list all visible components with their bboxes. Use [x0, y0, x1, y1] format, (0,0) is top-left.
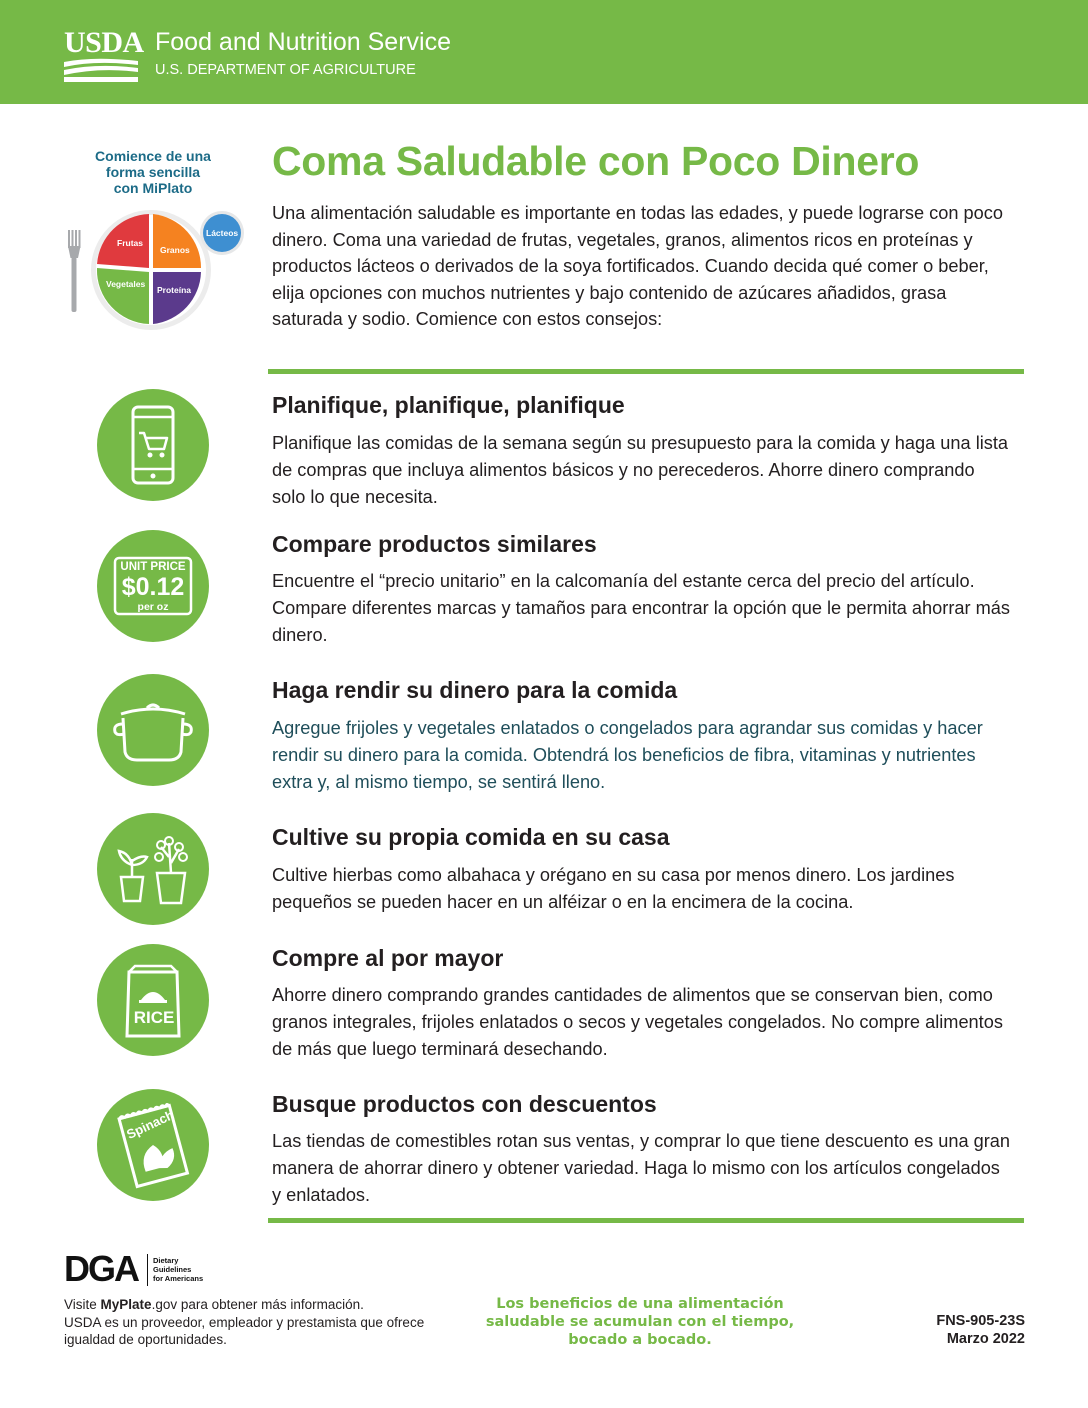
- visit-prefix: Visite: [64, 1297, 101, 1312]
- dga-logo-mark: DGA: [64, 1248, 138, 1289]
- tip-body: Agregue frijoles y vegetales enlatados o congelados para agrandar sus comidas y hacer rendir su dinero para la comida. Obtendrá los beneficios de fibra, vitaminas y nutrientes extra y, al mismo tiempo, se sentirá lleno.: [272, 718, 983, 792]
- tip-title: Cultive su propia comida en su casa: [272, 824, 670, 850]
- spinach-bag-icon: [97, 1089, 209, 1201]
- divider: [268, 1218, 1024, 1223]
- rice-bag-icon: [97, 944, 209, 1056]
- myplate-caption-prefix: con: [113, 180, 143, 196]
- dga-text: [153, 1256, 203, 1283]
- visit-suffix: .gov para obtener más información.: [151, 1297, 364, 1312]
- equal-opportunity-statement: USDA es un proveedor, empleador y prestamista que ofrece igualdad de oportunidades.: [64, 1314, 425, 1348]
- tip-body: Ahorre dinero comprando grandes cantidades de alimentos que se conservan bien, como granos integrales, frijoles enlatados o secos y vegetales congelados. No compre alimentos de más que luego terminará desechando.: [272, 985, 1003, 1059]
- intro-paragraph: Una alimentación saludable es importante en todas las edades, y puede lograrse con poco dinero. Coma una variedad de frutas, vegetales, granos, alimentos ricos en proteínas y productos lácteos o derivados de la soya fortificados. Cuando decida qué comer o beber, elija opciones con muchos nutrientes y bajo contenido de azúcares añadidos, grasa saturada y sodio. Comience con estos consejos:: [272, 203, 1003, 330]
- footer-info: [64, 1296, 444, 1349]
- rice-bag-label: RICE: [133, 1008, 175, 1027]
- publication-code: FNS-905-23S: [936, 1313, 1025, 1329]
- tip-title: Planifique, planifique, planifique: [272, 392, 625, 418]
- tip-body: Planifique las comidas de la semana según su presupuesto para la comida y haga una lista de compras que incluya alimentos básicos y no perecederos. Ahorre dinero comprando solo lo que necesita.: [272, 433, 1009, 507]
- footer-visit-line: [64, 1296, 444, 1314]
- potted-herbs-icon: [97, 813, 209, 925]
- department-name: U.S. DEPARTMENT OF AGRICULTURE: [155, 62, 416, 78]
- tagline-line: saludable se acumulan con el tiempo,: [485, 1314, 795, 1330]
- plate-label-vegetables: Vegetales: [106, 279, 146, 289]
- tip-title: Haga rendir su dinero para la comida: [272, 677, 678, 703]
- myplate-caption-line: [80, 180, 226, 196]
- spinach-bag-label: Spinach: [124, 1107, 177, 1142]
- footer-tagline: [470, 1295, 810, 1349]
- agency-name: Food and Nutrition Service: [155, 28, 451, 56]
- myplate-icon: [60, 200, 250, 340]
- page-title: Coma Saludable con Poco Dinero: [272, 138, 920, 184]
- fork-icon: [68, 230, 81, 312]
- tip-title: Compre al por mayor: [272, 945, 504, 971]
- myplate-caption-line: Comience de una: [95, 148, 211, 164]
- tip-body: Cultive hierbas como albahaca y orégano en su casa por menos dinero. Los jardines pequeños se pueden hacer en un alféizar o en la encimera de la cocina.: [272, 865, 955, 912]
- tagline-line: bocado a bocado.: [568, 1332, 712, 1348]
- myplate-brand: MiPlato: [142, 180, 193, 196]
- dga-line: Guidelines: [153, 1265, 192, 1274]
- unit-price-label: UNIT PRICE: [120, 561, 186, 573]
- plate-label-dairy: Lácteos: [206, 228, 239, 238]
- tip-title: Busque productos con descuentos: [272, 1091, 657, 1117]
- tagline-line: Los beneficios de una alimentación: [496, 1296, 784, 1312]
- myplate-caption-line: forma sencilla: [105, 164, 201, 180]
- publication-date: Marzo 2022: [946, 1331, 1025, 1347]
- usda-logo-text: USDA: [64, 26, 144, 59]
- usda-logo-icon: [64, 58, 138, 82]
- plate-label-grains: Granos: [160, 245, 190, 255]
- header-bar: [0, 0, 1088, 104]
- tip-body: Encuentre el “precio unitario” en la calcomanía del estante cerca del precio del artículo. Compare diferentes marcas y tamaños para encontrar la opción que le permita ahorrar más dinero.: [272, 571, 1010, 645]
- tip-title: Compare productos similares: [272, 531, 597, 557]
- unit-price-unit: per oz: [137, 601, 169, 613]
- plate-label-fruits: Frutas: [117, 238, 143, 248]
- tip-body: Las tiendas de comestibles rotan sus ventas, y comprar lo que tiene descuento es una gran manera de ahorrar dinero y obtener variedad. Haga lo mismo con los artículos congelados y enlatados.: [272, 1131, 1011, 1205]
- divider: [268, 369, 1024, 374]
- footer-publication-info: [936, 1312, 1025, 1348]
- dga-divider: [147, 1254, 148, 1286]
- cooking-pot-icon: [97, 674, 209, 786]
- plate-label-protein: Proteína: [157, 285, 192, 295]
- unit-price-value: $0.12: [121, 573, 185, 601]
- phone-shopping-cart-icon: [97, 389, 209, 501]
- myplate-link[interactable]: MyPlate: [100, 1297, 152, 1312]
- dga-line: Dietary: [153, 1256, 179, 1265]
- myplate-caption: [80, 148, 226, 196]
- dga-line: for Americans: [153, 1274, 204, 1283]
